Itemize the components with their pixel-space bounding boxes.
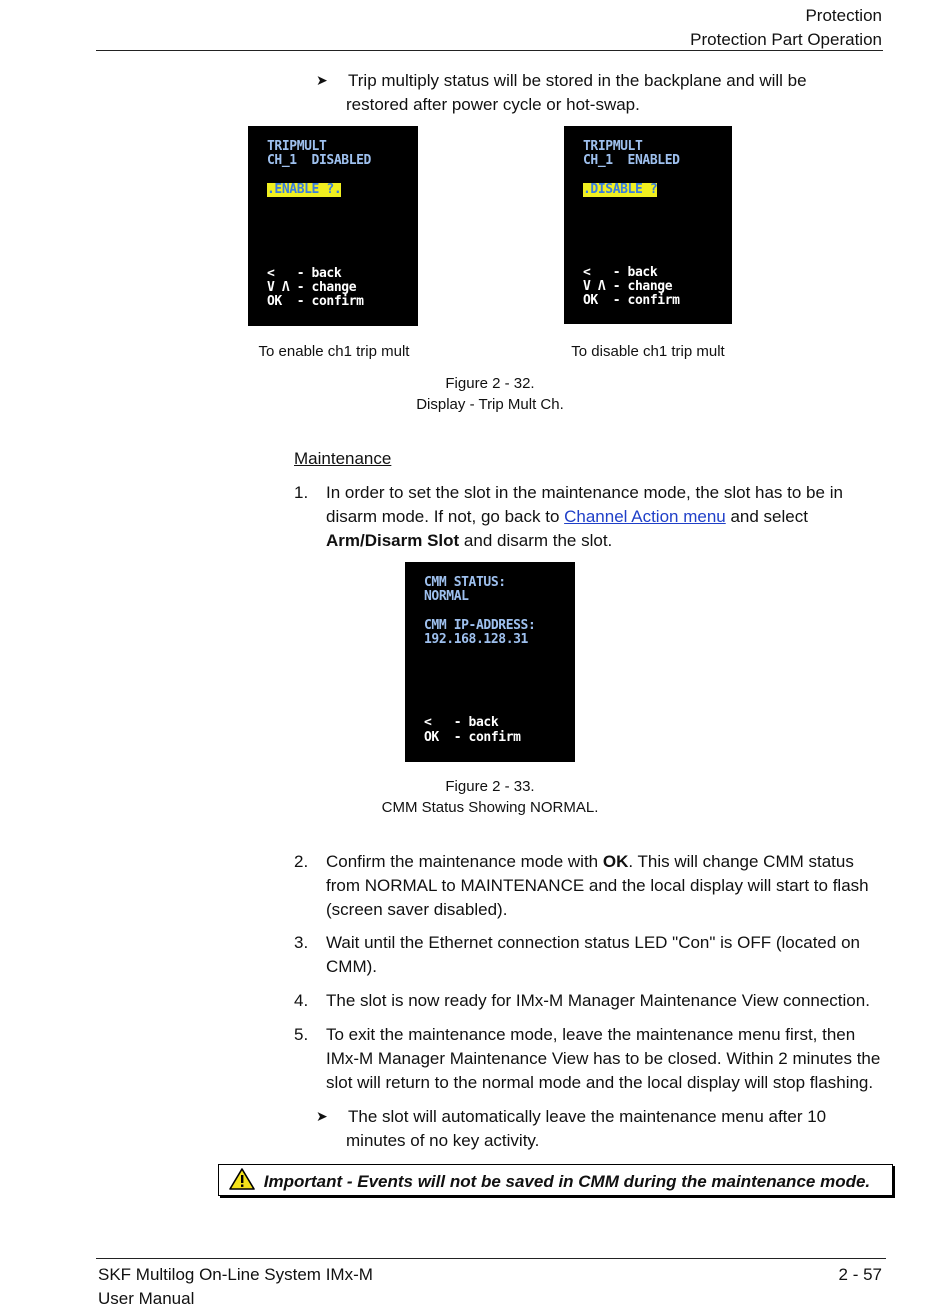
step-1-number: 1.	[294, 483, 309, 502]
lcd-prompt-highlight: .DISABLE ?	[583, 182, 658, 197]
display-cmm-status	[405, 562, 575, 762]
lcd-menu-line: < - back	[267, 266, 342, 281]
footer-doc: User Manual	[98, 1289, 195, 1308]
sub-bullet-line2: minutes of no key activity.	[346, 1131, 540, 1150]
footer-product: SKF Multilog On-Line System IMx-M	[98, 1265, 373, 1284]
step-5-line1: To exit the maintenance mode, leave the maintenance menu first, then	[326, 1025, 856, 1044]
warning-icon	[229, 1168, 255, 1190]
lcd-prompt-highlight: .ENABLE ?.	[267, 182, 342, 197]
important-text: Important - Events will not be saved in CMM during the maintenance mode.	[263, 1172, 871, 1191]
display-disable-tripmult	[564, 126, 732, 324]
caption-disable: To disable ch1 trip mult	[571, 343, 725, 360]
step-2-line1	[326, 850, 854, 874]
step-1-line3	[326, 529, 612, 553]
figure-33-title: CMM Status Showing NORMAL.	[381, 799, 599, 816]
lcd-menu-line: OK - confirm	[424, 730, 521, 745]
step-2-line3: (screen saver disabled).	[326, 900, 508, 919]
step-1-line1: In order to set the slot in the maintenance mode, the slot has to be in	[326, 483, 843, 502]
step-4-number: 4.	[294, 991, 309, 1010]
step-3-number: 3.	[294, 933, 309, 952]
lcd-menu-line: OK - confirm	[583, 293, 680, 308]
lcd-line: TRIPMULT	[583, 139, 643, 154]
bullet-arrow-icon: ➤	[316, 72, 328, 88]
lcd-menu-line: V Λ - change	[267, 280, 357, 295]
bullet-arrow-icon: ➤	[316, 1108, 328, 1124]
step-2-text: . This will change CMM status	[628, 852, 854, 871]
caption-enable: To enable ch1 trip mult	[258, 343, 410, 360]
display-enable-tripmult	[248, 126, 418, 326]
lcd-line: CMM STATUS:	[424, 575, 506, 590]
step-5-line2: IMx-M Manager Maintenance View has to be closed. Within 2 minutes the	[326, 1049, 881, 1068]
step-1-text: disarm mode. If not, go back to	[326, 507, 565, 526]
step-1-line2	[326, 505, 808, 529]
arm-disarm-slot-label: Arm/Disarm Slot	[326, 531, 460, 550]
sub-bullet-line1: The slot will automatically leave the maintenance menu after 10	[348, 1107, 827, 1126]
header-subsection: Protection Part Operation	[690, 30, 882, 49]
figure-32-number: Figure 2 - 32.	[445, 375, 535, 392]
step-3-line1: Wait until the Ethernet connection status LED "Con" is OFF (located on	[326, 933, 860, 952]
lcd-line: CMM IP-ADDRESS:	[424, 618, 536, 633]
lcd-line: TRIPMULT	[267, 139, 327, 154]
ok-label: OK	[602, 852, 629, 871]
lcd-menu-line: OK - confirm	[267, 294, 364, 309]
intro-bullet-line2: restored after power cycle or hot-swap.	[346, 95, 640, 114]
step-3-line2: CMM).	[326, 957, 377, 976]
step-1-text: and disarm the slot.	[459, 531, 613, 550]
step-4-line1: The slot is now ready for IMx-M Manager Maintenance View connection.	[326, 991, 870, 1010]
step-2-line2: from NORMAL to MAINTENANCE and the local display will start to flash	[326, 876, 869, 895]
lcd-menu-line: < - back	[583, 265, 658, 280]
lcd-line: 192.168.128.31	[424, 632, 528, 647]
figure-33-number: Figure 2 - 33.	[445, 778, 535, 795]
step-2-text: Confirm the maintenance mode with	[326, 852, 603, 871]
lcd-line: CH_1 DISABLED	[267, 153, 371, 168]
header-rule	[96, 50, 883, 51]
step-5-line3: slot will return to the normal mode and the local display will stop flashing.	[326, 1073, 874, 1092]
footer-rule	[96, 1258, 886, 1259]
important-note	[218, 1164, 893, 1196]
channel-action-menu-link[interactable]: Channel Action menu	[564, 507, 726, 526]
figure-32-title: Display - Trip Mult Ch.	[416, 396, 564, 413]
header-section: Protection	[805, 6, 882, 25]
intro-bullet-line1: Trip multiply status will be stored in the backplane and will be	[348, 71, 807, 90]
step-5-number: 5.	[294, 1025, 309, 1044]
step-2-number: 2.	[294, 852, 309, 871]
lcd-line: NORMAL	[424, 589, 469, 604]
footer-page-number: 2 - 57	[838, 1265, 882, 1284]
maintenance-heading: Maintenance	[294, 449, 392, 468]
lcd-menu-line: V Λ - change	[583, 279, 673, 294]
lcd-menu-line: < - back	[424, 715, 499, 730]
step-1-text: and select	[725, 507, 808, 526]
lcd-line: CH_1 ENABLED	[583, 153, 680, 168]
